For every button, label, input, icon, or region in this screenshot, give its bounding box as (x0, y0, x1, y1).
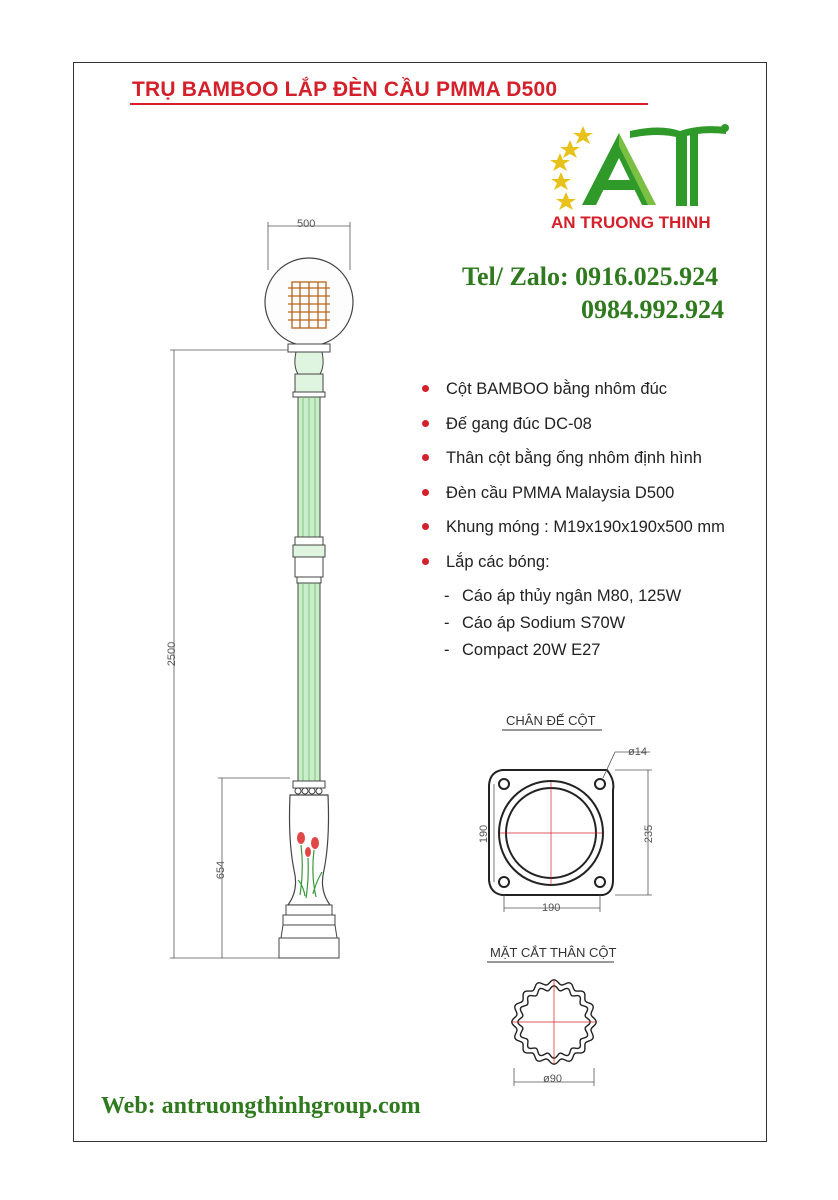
spec-item: Đèn cầu PMMA Malaysia D500 (420, 482, 725, 517)
hole-diameter-label: ø14 (628, 746, 647, 758)
globe-width-label: 500 (297, 218, 316, 230)
spec-item: Khung móng : M19x190x190x500 mm (420, 516, 725, 551)
spec-item: Cột BAMBOO bằng nhôm đúc (420, 378, 725, 413)
section-title: MẶT CẮT THÂN CỘT (490, 945, 617, 960)
page-title: TRỤ BAMBOO LẮP ĐÈN CẦU PMMA D500 (132, 78, 558, 101)
bulb-item: - Cáo áp thủy ngân M80, 125W (444, 587, 682, 605)
phone-line-1: Tel/ Zalo: 0916.025.924 (462, 262, 719, 291)
total-height-label: 2500 (166, 641, 179, 667)
base-plate-title: CHÂN ĐẾ CỘT (506, 713, 596, 728)
phone-line-2: 0984.992.924 (581, 295, 724, 324)
website-link[interactable]: Web: antruongthinhgroup.com (101, 1093, 421, 1119)
plate-outer-label: 235 (643, 824, 656, 844)
spec-item: Lắp các bóng: (420, 551, 725, 586)
plate-side-label: 190 (478, 824, 491, 844)
section-diameter-label: ø90 (543, 1073, 562, 1085)
plate-bottom-label: 190 (542, 902, 561, 914)
company-name: AN TRUONG THINH (551, 213, 711, 232)
bulb-item: - Compact 20W E27 (444, 641, 601, 659)
spec-item: Thân cột bằng ống nhôm định hình (420, 447, 725, 482)
spec-item: Đế gang đúc DC-08 (420, 413, 725, 448)
base-height-label: 654 (215, 860, 228, 880)
bulb-item: - Cáo áp Sodium S70W (444, 614, 626, 632)
